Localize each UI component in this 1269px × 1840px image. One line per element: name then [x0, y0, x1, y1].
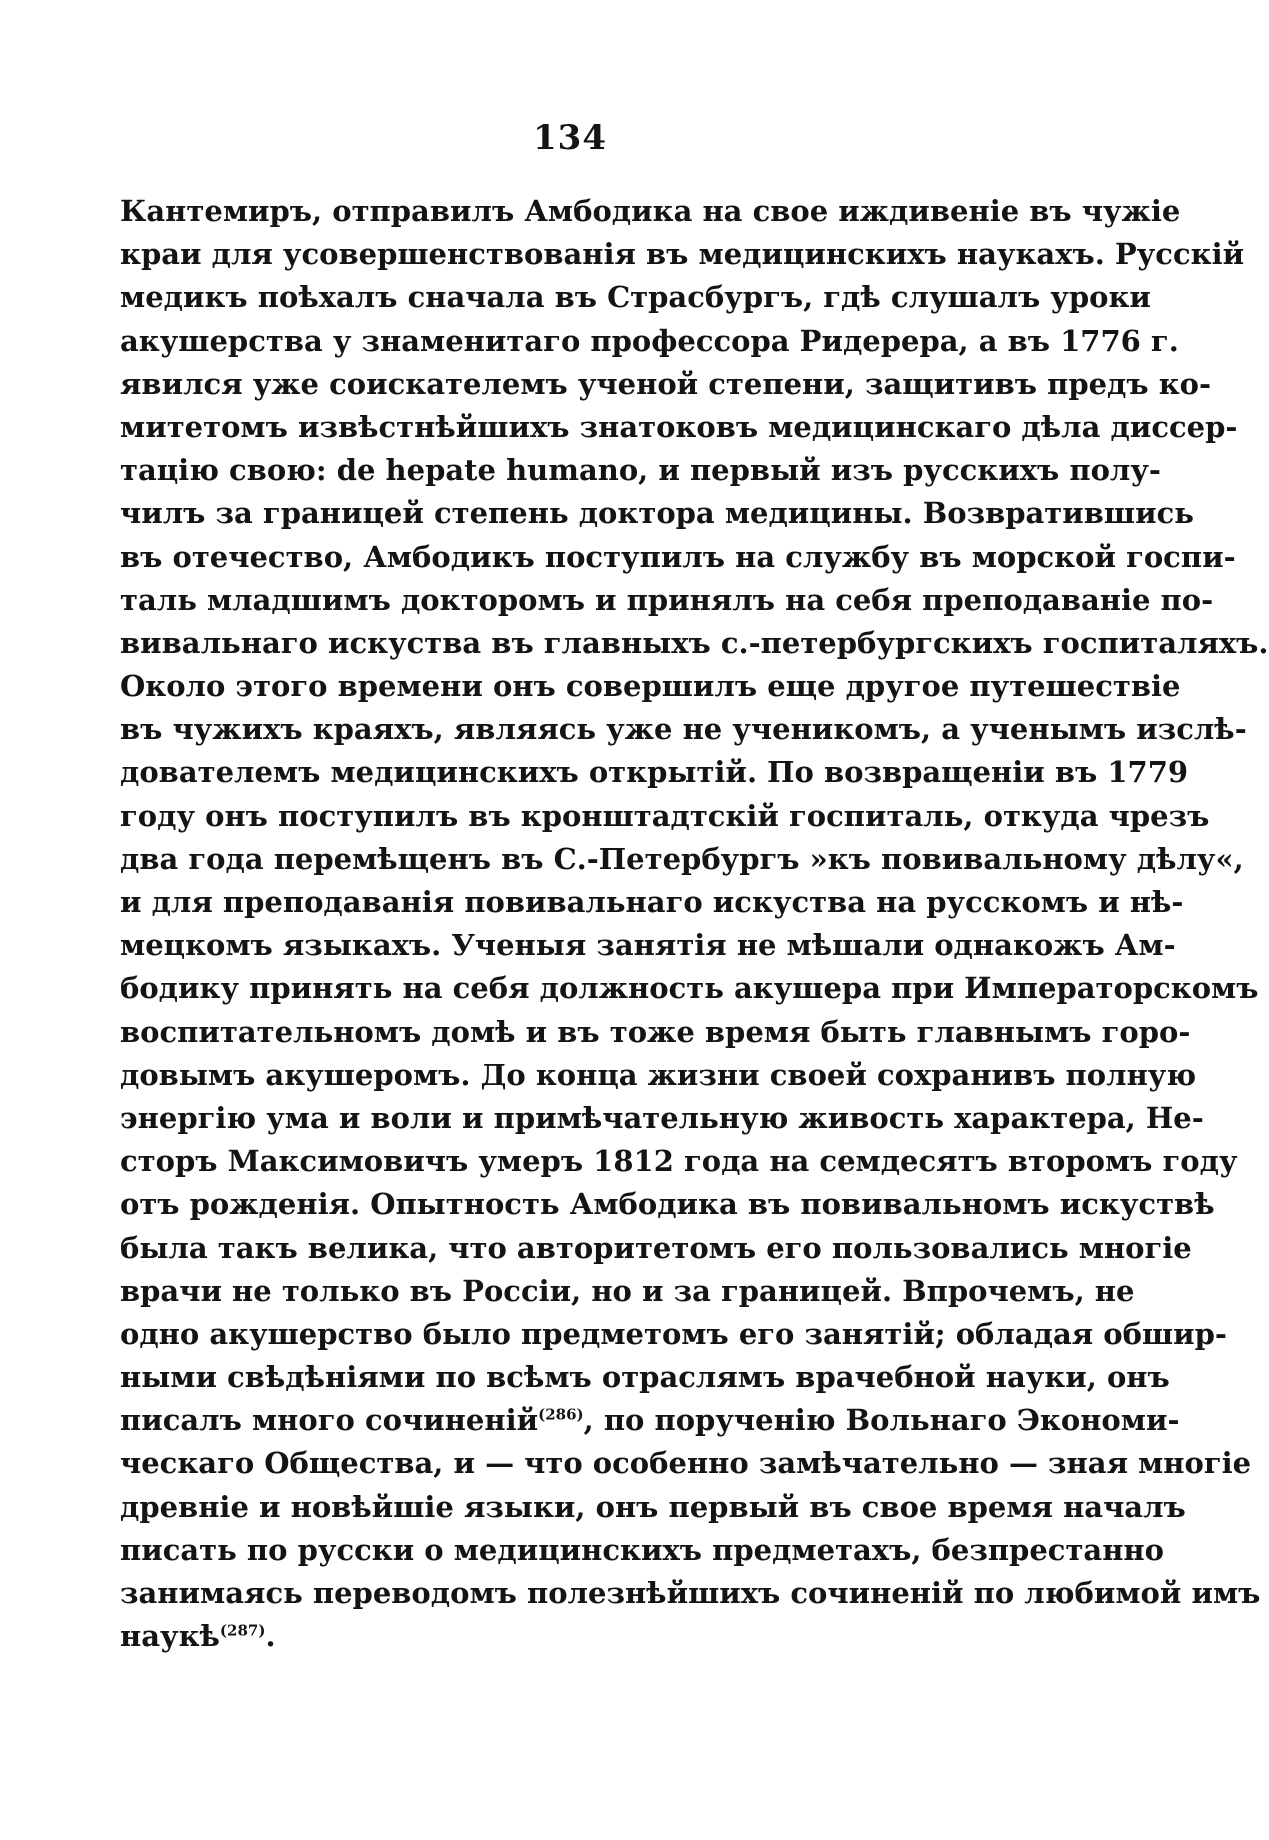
- text-line-15: году онъ поступилъ въ кронштадтскій госпиталь, откуда чрезъ: [120, 798, 1210, 833]
- text-line-29-end: , по порученію Вольнаго Экономи-: [583, 1403, 1180, 1438]
- page-number: 134: [533, 118, 607, 158]
- text-line-1: Кантемиръ, отправилъ Амбодика на свое иждивеніе въ чужіе: [120, 194, 1181, 228]
- text-line-26: врачи не только въ Россіи, но и за границей. Впрочемъ, не: [120, 1273, 1135, 1308]
- text-line-25: была такъ велика, что авторитетомъ его пользовались многіе: [120, 1230, 1192, 1265]
- text-line-21: довымъ акушеромъ. До конца жизни своей сохранивъ полную: [120, 1057, 1197, 1092]
- text-line-27: одно акушерство было предметомъ его занятій; обладая обшир-: [120, 1316, 1227, 1351]
- text-line-22: энергію ума и воли и примѣчательную живость характера, Не-: [120, 1100, 1204, 1135]
- text-line-31: древніе и новѣйшіе языки, онъ первый въ свое время началъ: [120, 1489, 1186, 1524]
- text-line-20: воспитательномъ домѣ и въ тоже время быть главнымъ горо-: [120, 1014, 1191, 1049]
- text-line-17: и для преподаванія повивальнаго искуства на русскомъ и нѣ-: [120, 885, 1184, 919]
- text-line-4: акушерства у знаменитаго профессора Ридерера, а въ 1776 г.: [120, 323, 1179, 358]
- text-line-18: мецкомъ языкахъ. Ученыя занятія не мѣшали однакожъ Ам-: [120, 928, 1176, 963]
- footnote-ref-286: (286): [538, 1405, 584, 1424]
- text-line-34: [120, 1615, 1090, 1658]
- text-line-5: явился уже соискателемъ ученой степени, защитивъ предъ ко-: [120, 366, 1212, 401]
- text-line-29-start: писалъ много сочиненій: [120, 1403, 539, 1438]
- text-line-33: занимаясь переводомъ полезнѣйшихъ сочиненій по любимой имъ: [120, 1576, 1261, 1610]
- text-line-6: митетомъ извѣстнѣйшихъ знатоковъ медицинскаго дѣла диссер-: [120, 409, 1238, 444]
- text-line-10: таль младшимъ докторомъ и принялъ на себя преподаваніе по-: [120, 582, 1214, 617]
- text-line-23: сторъ Максимовичъ умеръ 1812 года на семдесятъ второмъ году: [120, 1144, 1238, 1179]
- text-line-34-end: .: [265, 1619, 276, 1654]
- text-line-29: [120, 1399, 1180, 1442]
- text-line-8: чилъ за границей степень доктора медицины. Возвратившись: [120, 496, 1194, 531]
- body-text: [120, 190, 1269, 1658]
- text-line-7: тацію свою: de hepate humano, и первый изъ русскихъ полу-: [120, 453, 1161, 488]
- text-line-3: медикъ поѣхалъ сначала въ Страсбургъ, гдѣ слушалъ уроки: [120, 280, 1151, 315]
- text-line-19: бодику принять на себя должность акушера при Императорскомъ: [120, 971, 1259, 1006]
- text-line-24: отъ рожденія. Опытность Амбодика въ повивальномъ искуствѣ: [120, 1187, 1215, 1222]
- text-line-2: краи для усовершенствованія въ медицинскихъ наукахъ. Русскій: [120, 237, 1245, 272]
- text-line-12: Около этого времени онъ совершилъ еще другое путешествіе: [120, 669, 1181, 704]
- text-line-34-start: наукѣ: [120, 1619, 220, 1654]
- text-line-9: въ отечество, Амбодикъ поступилъ на службу въ морской госпи-: [120, 539, 1236, 574]
- text-line-16: два года перемѣщенъ въ С.-Петербургъ »къ повивальному дѣлу«,: [120, 841, 1244, 876]
- text-line-11: вивальнаго искуства въ главныхъ с.-петербургскихъ госпиталяхъ.: [120, 625, 1269, 660]
- text-line-14: дователемъ медицинскихъ открытій. По возвращеніи въ 1779: [120, 755, 1189, 790]
- text-line-28: ными свѣдѣніями по всѣмъ отраслямъ врачебной науки, онъ: [120, 1360, 1170, 1395]
- text-line-30: ческаго Общества, и — что особенно замѣчательно — зная многіе: [120, 1446, 1252, 1481]
- text-line-13: въ чужихъ краяхъ, являясь уже не ученикомъ, а ученымъ изслѣ-: [120, 712, 1247, 747]
- footnote-ref-287: (287): [219, 1621, 266, 1640]
- text-line-32: писать по русски о медицинскихъ предметахъ, безпрестанно: [120, 1532, 1164, 1567]
